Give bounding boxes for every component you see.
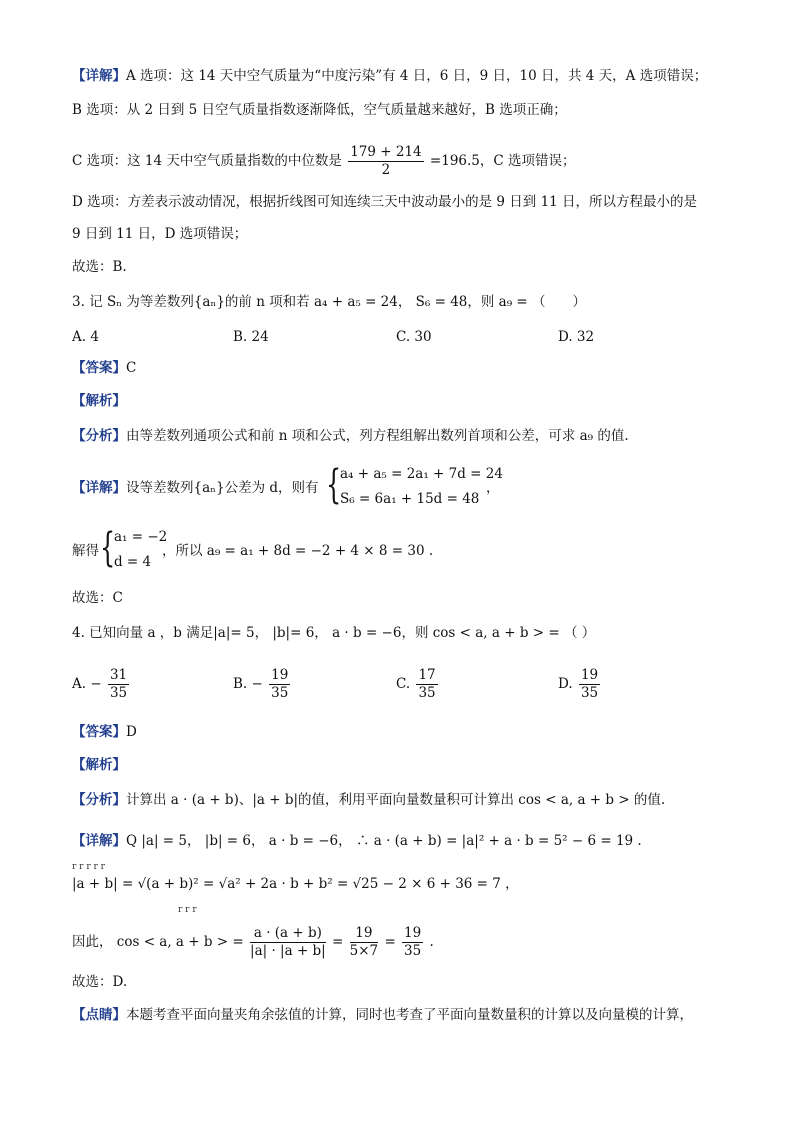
q4-fenxi (72, 791, 665, 809)
numerator: a · (a + b) (250, 926, 326, 943)
q2-detail-c-pre: C 选项：这 14 天中空气质量指数的中位数是 (72, 153, 342, 169)
q4-option-c-label: C. (396, 676, 411, 692)
numerator: 19 (350, 926, 379, 943)
median-fraction-numerator: 179 + 214 (350, 144, 422, 160)
q3-solution-system (100, 525, 170, 574)
q4-analysis-label: 【解析】 (72, 757, 126, 773)
q4-fenxi-text: 计算出 a · (a + b)、|a + b|的值，利用平面向量数量积可计算出 cos < a, a + b > 的值. (126, 792, 666, 808)
q4-option-a (72, 668, 131, 701)
fenxi-label: 【分析】 (72, 792, 126, 808)
denominator: |a| · |a + b| (250, 943, 326, 959)
q4-option-c (396, 668, 440, 701)
q3-detail (72, 479, 319, 497)
q3-solution-row-2: d = 4 (114, 554, 152, 570)
q2-detail-d2: 9 日到 11 日，D 选项错误； (72, 226, 248, 242)
q4-answer (72, 723, 137, 741)
q4-therefore-pre: 因此， cos < a, a + b > = (72, 934, 244, 950)
minus-sign: − (251, 676, 263, 692)
detail-label: 【详解】 (72, 480, 126, 496)
period: . (429, 934, 434, 950)
q4-fraction-3 (402, 926, 423, 959)
q3-stem: 3. 记 Sₙ 为等差数列{aₙ}的前 n 项和若 a₄ + a₅ = 24， S₆ = 48，则 a₉ = （ ） (72, 294, 587, 310)
q2-detail-d1: D 选项：方差表示波动情况，根据折线图可知连续三天中波动最小的是 9 日到 11 日，所以方程最小的是 (72, 194, 698, 210)
numerator: 31 (109, 667, 128, 683)
q4-option-b (233, 668, 292, 701)
numerator: 17 (418, 667, 436, 683)
q4-stem: 4. 已知向量 a ，b 满足|a|= 5， |b|= 6， a · b = −6，则 cos < a, a + b > = （ ） (72, 625, 596, 641)
q4-dianjing-text: 本题考查平面向量夹角余弦值的计算，同时也考查了平面向量数量积的计算以及向量模的计算， (126, 1007, 693, 1023)
q3-solve-pre: 解得 (72, 543, 99, 559)
q2-detail-b: B 选项：从 2 日到 5 日空气质量指数逐渐降低，空气质量越来越好，B 选项正确； (72, 102, 567, 118)
median-fraction (348, 145, 423, 178)
equals-sign: = (332, 934, 344, 950)
q3-solution-row-1: a₁ = −2 (114, 529, 168, 545)
q4-option-b-label: B. (233, 676, 248, 692)
q3-detail-pre: 设等差数列{aₙ}公差为 d，则有 (126, 480, 319, 496)
q4-option-d-fraction (579, 668, 600, 701)
q2-detail-a (72, 67, 707, 85)
q4-detail-1 (72, 832, 642, 850)
numerator: 19 (404, 925, 422, 941)
q3-option-a: A. 4 (72, 329, 99, 345)
q4-option-c-fraction (416, 668, 437, 701)
q2-detail-a-text: A 选项：这 14 天中空气质量为“中度污染”有 4 日，6 日，9 日，10 日，共 4 天，A 选项错误； (126, 68, 708, 84)
dianjing-label: 【点睛】 (72, 1007, 126, 1023)
detail-label: 【详解】 (72, 833, 126, 849)
q4-dianjing (72, 1006, 693, 1024)
q4-option-d (558, 668, 602, 701)
equals-sign: = (384, 934, 396, 950)
q3-answer-value: C (126, 360, 137, 376)
q4-vector-marks-2: r r r (178, 905, 197, 915)
detail-label: 【详解】 (72, 68, 126, 84)
q4-fraction-2 (350, 926, 379, 959)
q3-equation-system (326, 462, 503, 511)
left-brace: { (100, 525, 116, 571)
q3-system-row-1: a₄ + a₅ = 2a₁ + 7d = 24 (340, 466, 503, 482)
q2-choice: 故选：B. (72, 259, 127, 275)
q4-option-a-label: A. (72, 676, 87, 692)
q3-solve-post: ，所以 a₉ = a₁ + 8d = −2 + 4 × 8 = 30 . (162, 543, 434, 559)
q4-detail-2: |a + b| = √(a + b)² = √a² + 2a · b + b² = √25 − 2 × 6 + 36 = 7 ， (72, 876, 519, 892)
q3-answer (72, 359, 136, 377)
numerator: 19 (271, 667, 289, 683)
q3-fenxi (72, 427, 629, 445)
q3-system-comma: ， (486, 480, 500, 496)
q2-detail-c (72, 145, 576, 178)
fenxi-label: 【分析】 (72, 428, 126, 444)
median-fraction-denominator: 2 (381, 162, 391, 178)
denominator: 35 (404, 943, 422, 959)
q3-fenxi-text: 由等差数列通项公式和前 n 项和公式，列方程组解出数列首项和公差，可求 a₉ 的值. (126, 428, 629, 444)
q4-therefore (72, 926, 434, 959)
q4-choice: 故选：D. (72, 974, 128, 990)
q4-option-a-fraction (108, 668, 129, 701)
denominator: 35 (580, 685, 599, 701)
q4-option-d-label: D. (558, 676, 573, 692)
answer-label: 【答案】 (72, 724, 126, 740)
q3-system-row-2: S₆ = 6a₁ + 15d = 48 (340, 491, 480, 507)
q3-option-c: C. 30 (396, 329, 432, 345)
q4-option-b-fraction (269, 668, 290, 701)
q2-detail-c-post: =196.5，C 选项错误； (429, 153, 576, 169)
denominator: 35 (418, 685, 436, 701)
q3-choice: 故选：C (72, 590, 123, 606)
minus-sign: − (90, 676, 102, 692)
answer-label: 【答案】 (72, 360, 126, 376)
numerator: 19 (580, 667, 599, 683)
denominator: 35 (109, 685, 128, 701)
q4-vector-marks-1: r r r r r (72, 862, 105, 872)
q3-analysis-label: 【解析】 (72, 393, 126, 409)
q3-option-b: B. 24 (233, 329, 269, 345)
q4-answer-value: D (126, 724, 137, 740)
left-brace: { (326, 462, 342, 508)
denominator: 5×7 (349, 943, 379, 959)
q3-option-d: D. 32 (558, 329, 595, 345)
q4-detail-1-text: Q |a| = 5， |b| = 6， a · b = −6， ∴ a · (a + b) = |a|² + a · b = 5² − 6 = 19 . (126, 833, 642, 849)
denominator: 35 (271, 685, 289, 701)
q4-cos-fraction (250, 926, 326, 959)
